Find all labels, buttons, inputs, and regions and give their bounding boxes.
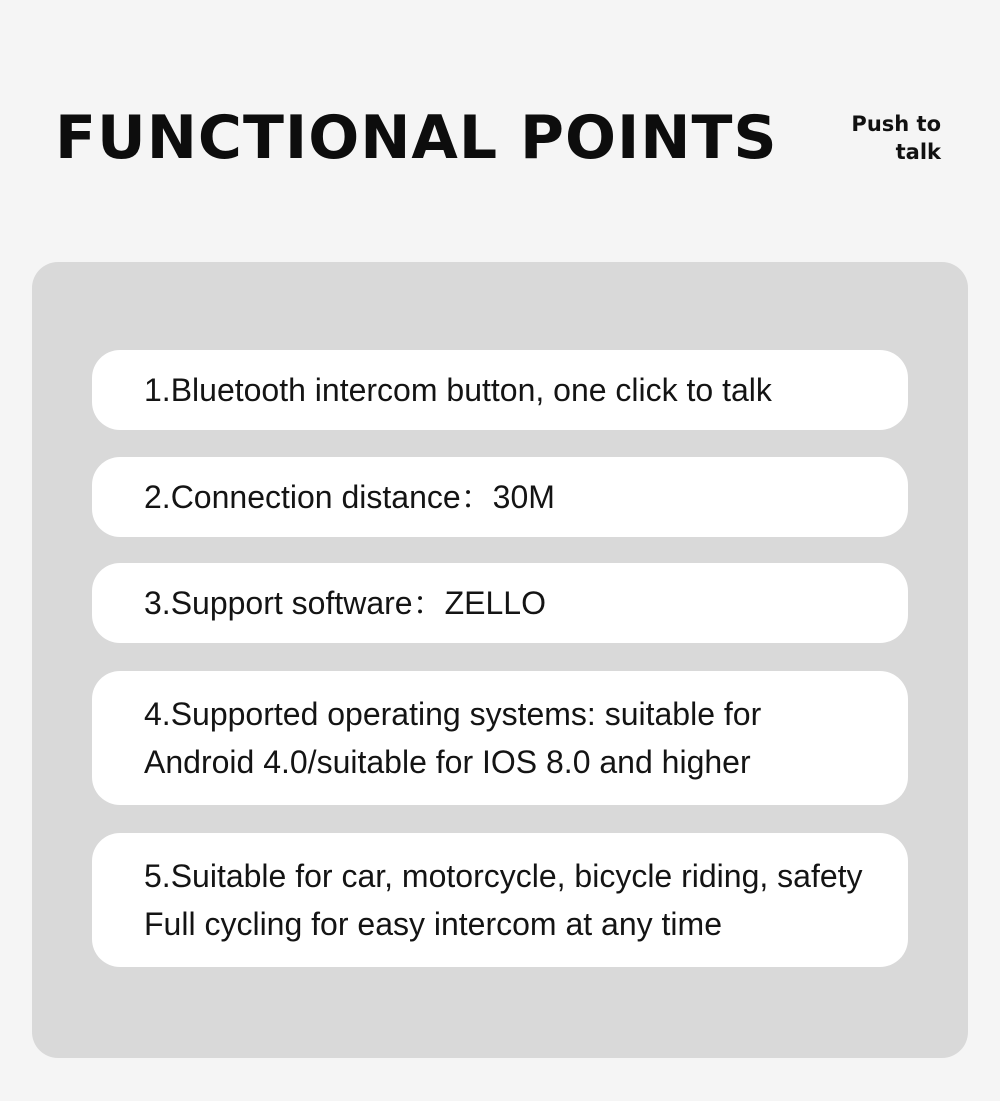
feature-card-operating-systems [92,671,908,805]
feature-text: 3.Support software：ZELLO [144,585,546,621]
page-title: FUNCTIONAL POINTS [55,103,778,173]
feature-text: 1.Bluetooth intercom button, one click to talk [144,372,772,408]
feature-card-riding-usage [92,833,908,967]
feature-card-connection-distance [92,457,908,537]
feature-panel [32,262,968,1058]
feature-text: 4.Supported operating systems: suitable for Android 4.0/suitable for IOS 8.0 and higher [144,696,762,780]
tagline: Push to talk [851,112,941,164]
feature-text: 5.Suitable for car, motorcycle, bicycle riding, safety Full cycling for easy intercom at any time [144,858,863,942]
feature-card-bluetooth-button [92,350,908,430]
feature-text: 2.Connection distance：30M [144,479,555,515]
feature-card-support-software [92,563,908,643]
